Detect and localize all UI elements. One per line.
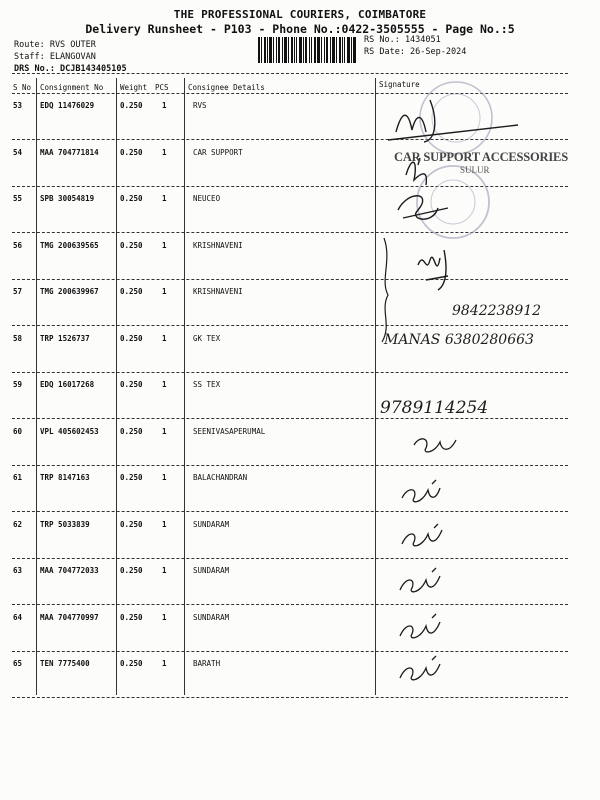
document-subtitle: Delivery Runsheet - P103 - Phone No.:0422-3505555 - Page No.:5 [85, 22, 515, 36]
col-header-pcs: PCS [155, 83, 169, 92]
row-weight: 0.250 [120, 566, 143, 575]
row-sno: 61 [13, 473, 23, 482]
row-consignee: NEUCEO [193, 194, 221, 203]
rs-number: RS No.: 1434051 [364, 35, 441, 45]
handwritten-phone-1: 9842238912 [452, 303, 542, 319]
row-consignee: SUNDARAM [193, 519, 230, 529]
column-divider [184, 78, 185, 695]
row-pcs: 1 [162, 147, 167, 157]
row-consignment-no: TRP 1526737 [40, 333, 90, 343]
row-consignee: KRISHNAVENI [193, 240, 243, 250]
row-weight: 0.250 [120, 287, 143, 296]
row-consignee: GK TEX [193, 333, 221, 343]
row-consignee: SEENIVASAPERUMAL [193, 426, 266, 436]
row-weight: 0.250 [120, 194, 143, 203]
barcode-image [258, 37, 356, 63]
row-consignment-no: EDQ 11476029 [40, 101, 95, 110]
row-pcs: 1 [162, 240, 167, 250]
row-sno: 62 [13, 519, 23, 529]
row-consignee: SUNDARAM [193, 566, 230, 575]
row-sno: 57 [13, 287, 23, 296]
row-consignment-no: TRP 8147163 [40, 473, 90, 482]
row-pcs: 1 [162, 519, 167, 529]
row-consignee: RVS [193, 101, 207, 110]
row-weight: 0.250 [120, 612, 143, 622]
row-consignment-no: TMG 200639565 [40, 240, 99, 250]
row-sno: 53 [13, 101, 23, 110]
row-weight: 0.250 [120, 473, 143, 482]
handwritten-manas-phone: MANAS 6380280663 [384, 332, 534, 348]
column-divider [36, 78, 37, 695]
row-pcs: 1 [162, 287, 167, 296]
col-header-consignment: Consignment No [40, 83, 104, 92]
column-divider [375, 78, 376, 695]
row-sno: 65 [13, 659, 23, 668]
row-pcs: 1 [162, 194, 167, 203]
route-label: Route: RVS OUTER [14, 40, 96, 50]
row-sno: 58 [13, 333, 23, 343]
row-sno: 55 [13, 194, 23, 203]
column-divider [116, 78, 117, 695]
document-title: THE PROFESSIONAL COURIERS, COIMBATORE [173, 8, 427, 21]
col-header-sno: S No [13, 83, 32, 92]
row-consignee: BARATH [193, 659, 221, 668]
row-consignment-no: MAA 704770997 [40, 612, 99, 622]
sulur-stamp-text: SULUR [460, 165, 490, 175]
row-sno: 56 [13, 240, 23, 250]
row-sno: 63 [13, 566, 23, 575]
row-pcs: 1 [162, 566, 167, 575]
row-weight: 0.250 [120, 240, 143, 250]
row-weight: 0.250 [120, 333, 143, 343]
row-weight: 0.250 [120, 659, 143, 668]
row-consignee: CAR SUPPORT [193, 147, 243, 157]
row-separator [12, 697, 568, 698]
row-consignee: KRISHNAVENI [193, 287, 243, 296]
row-pcs: 1 [162, 659, 167, 668]
col-header-weight: Weight [120, 83, 148, 92]
row-consignment-no: TEN 7775400 [40, 659, 90, 668]
row-sno: 64 [13, 612, 23, 622]
row-consignee: BALACHANDRAN [193, 473, 248, 482]
row-consignment-no: TRP 5033839 [40, 519, 90, 529]
row-sno: 59 [13, 380, 23, 389]
row-consignee: SS TEX [193, 380, 221, 389]
header-top-rule [12, 73, 568, 74]
row-weight: 0.250 [120, 101, 143, 110]
col-header-signature: Signature [379, 80, 420, 89]
row-consignment-no: SPB 30054819 [40, 194, 95, 203]
row-consignment-no: TMG 200639967 [40, 287, 99, 296]
row-consignment-no: MAA 704772033 [40, 566, 99, 575]
row-sno: 60 [13, 426, 23, 436]
row-pcs: 1 [162, 333, 167, 343]
col-header-consignee: Consignee Details [188, 83, 265, 92]
row-weight: 0.250 [120, 426, 143, 436]
row-sno: 54 [13, 147, 23, 157]
staff-label: Staff: ELANGOVAN [14, 52, 96, 62]
row-consignment-no: MAA 704771814 [40, 147, 99, 157]
row-pcs: 1 [162, 473, 167, 482]
row-consignee: SUNDARAM [193, 612, 230, 622]
row-weight: 0.250 [120, 147, 143, 157]
row-weight: 0.250 [120, 519, 143, 529]
handwritten-phone-2: 9789114254 [380, 398, 489, 418]
row-pcs: 1 [162, 101, 167, 110]
drs-number: DRS No.: DCJB143405105 [14, 64, 127, 74]
car-support-stamp-text: CAR SUPPORT ACCESSORIES [394, 150, 568, 164]
row-pcs: 1 [162, 612, 167, 622]
rs-date: RS Date: 26-Sep-2024 [364, 47, 467, 57]
row-weight: 0.250 [120, 380, 143, 389]
row-consignment-no: VPL 405602453 [40, 426, 99, 436]
row-pcs: 1 [162, 380, 167, 389]
row-pcs: 1 [162, 426, 167, 436]
row-consignment-no: EDQ 16017268 [40, 380, 95, 389]
